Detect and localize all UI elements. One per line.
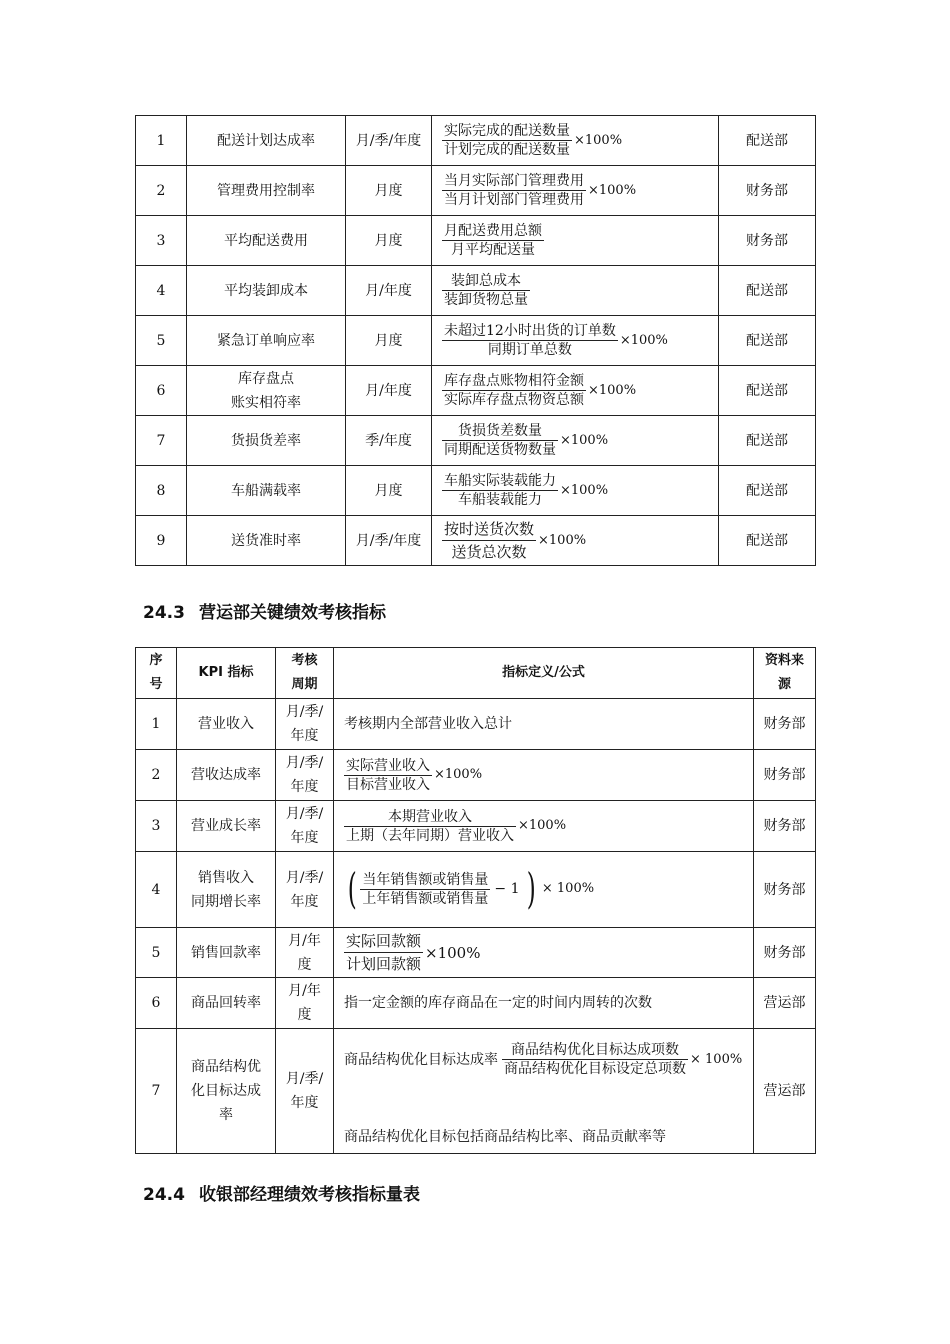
period: 月度	[346, 466, 432, 516]
numerator: 未超过12小时出货的订单数	[444, 323, 616, 339]
data-source: 财务部	[754, 699, 816, 750]
denominator: 月平均配送量	[451, 242, 535, 258]
data-source: 营运部	[754, 978, 816, 1029]
period	[276, 699, 334, 750]
table-row	[136, 266, 816, 316]
section-heading	[143, 598, 386, 623]
header-text: 周期	[291, 677, 318, 692]
row-number: 7	[136, 1029, 177, 1154]
kpi-name	[187, 366, 346, 416]
period: 季/年度	[346, 416, 432, 466]
numerator: 月配送费用总额	[444, 223, 542, 239]
table-row	[136, 166, 816, 216]
period	[276, 852, 334, 928]
data-source: 财务部	[719, 216, 816, 266]
row-number: 4	[136, 852, 177, 928]
row-number: 6	[136, 366, 187, 416]
formula-label: 商品结构优化目标达成率	[344, 1051, 498, 1068]
period-line: 年度	[290, 1095, 319, 1111]
kpi-name	[177, 852, 276, 928]
section-title: 营运部关键绩效考核指标	[198, 603, 386, 623]
formula-cell	[432, 166, 719, 216]
data-source: 财务部	[754, 852, 816, 928]
row-number: 7	[136, 416, 187, 466]
data-source: 财务部	[719, 166, 816, 216]
formula-cell	[334, 852, 754, 928]
table-row	[136, 801, 816, 852]
table-row	[136, 466, 816, 516]
period: 月/季/年度	[346, 516, 432, 566]
multiplier: ×100%	[425, 943, 481, 962]
data-source: 财务部	[754, 928, 816, 978]
table-row	[136, 928, 816, 978]
formula-cell	[334, 928, 754, 978]
definition-text: 考核期内全部营业收入总计	[334, 699, 754, 750]
denominator: 当月计划部门管理费用	[444, 192, 584, 208]
row-number: 3	[136, 801, 177, 852]
fraction	[442, 172, 586, 209]
operations-kpi-table	[135, 647, 816, 1154]
numerator: 本期营业收入	[344, 808, 516, 827]
header-text: 序	[149, 653, 163, 668]
period-line: 度	[297, 1007, 312, 1023]
multiplier: ×100%	[518, 818, 567, 833]
data-source: 配送部	[719, 266, 816, 316]
kpi-name-line: 销售收入	[198, 869, 254, 886]
formula-cell	[432, 266, 719, 316]
kpi-name-line: 率	[219, 1107, 233, 1123]
period	[276, 1029, 334, 1154]
denominator: 计划回款额	[346, 955, 422, 973]
formula-cell	[432, 466, 719, 516]
row-number: 2	[136, 750, 177, 801]
kpi-name: 平均装卸成本	[187, 266, 346, 316]
fraction	[442, 272, 530, 309]
multiplier: ×100%	[588, 382, 637, 398]
period-line: 月/年	[288, 983, 321, 999]
kpi-name-line: 化目标达成	[191, 1083, 261, 1099]
numerator: 按时送货次数	[442, 518, 536, 541]
formula-cell	[334, 1029, 754, 1154]
data-source: 营运部	[754, 1029, 816, 1154]
denominator: 计划完成的配送数量	[444, 142, 570, 158]
period: 月度	[346, 316, 432, 366]
denominator: 装卸货物总量	[444, 292, 528, 308]
kpi-name: 商品回转率	[177, 978, 276, 1029]
kpi-name: 营收达成率	[177, 750, 276, 801]
kpi-name: 紧急订单响应率	[187, 316, 346, 366]
period	[276, 978, 334, 1029]
header-no	[136, 648, 177, 699]
period-line: 月/年	[288, 932, 321, 949]
table-row	[136, 366, 816, 416]
denominator: 上期（去年同期）营业收入	[346, 827, 514, 844]
formula-note: 商品结构优化目标包括商品结构比率、商品贡献率等	[344, 1129, 666, 1145]
data-source: 配送部	[719, 416, 816, 466]
kpi-name-line: 账实相符率	[231, 394, 301, 411]
numerator: 当年销售额或销售量	[362, 871, 489, 888]
table-row	[136, 516, 816, 566]
header-kpi: KPI 指标	[177, 648, 276, 699]
table-row	[136, 116, 816, 166]
numerator: 车船实际装载能力	[444, 473, 556, 489]
multiplier: ×100%	[574, 132, 623, 148]
period-line: 年度	[290, 830, 319, 846]
kpi-name: 货损货差率	[187, 416, 346, 466]
row-number: 1	[136, 116, 187, 166]
multiplier: × 100%	[690, 1051, 743, 1067]
header-definition: 指标定义/公式	[334, 648, 754, 699]
table-row	[136, 750, 816, 801]
row-number: 5	[136, 316, 187, 366]
row-number: 8	[136, 466, 187, 516]
header-source	[754, 648, 816, 699]
header-text: 源	[777, 677, 791, 692]
header-text: 考核	[291, 653, 318, 668]
formula-cell	[334, 750, 754, 801]
numerator: 商品结构优化目标达成项数	[502, 1041, 688, 1060]
table-row	[136, 416, 816, 466]
fraction	[344, 757, 432, 794]
period-line: 月/季/	[285, 704, 324, 720]
formula-cell	[432, 416, 719, 466]
formula-cell	[432, 516, 719, 566]
kpi-name: 营业成长率	[177, 801, 276, 852]
data-source: 配送部	[719, 516, 816, 566]
fraction	[502, 1041, 688, 1078]
header-row	[136, 648, 816, 699]
period-line: 月/季/	[285, 755, 324, 771]
kpi-name: 管理费用控制率	[187, 166, 346, 216]
period	[276, 928, 334, 978]
fraction	[344, 930, 423, 975]
fraction	[442, 472, 558, 509]
multiplier: ×100%	[560, 482, 609, 498]
period-line: 年度	[290, 893, 319, 910]
numerator: 实际回款额	[344, 930, 423, 953]
formula-cell	[432, 366, 719, 416]
kpi-name: 营业收入	[177, 699, 276, 750]
period: 月/年度	[346, 366, 432, 416]
table-row	[136, 699, 816, 750]
multiplier: ×100%	[560, 432, 609, 448]
definition-text: 指一定金额的库存商品在一定的时间内周转的次数	[334, 978, 754, 1029]
minus-one: − 1	[494, 881, 520, 897]
period-line: 月/季/	[285, 806, 324, 822]
fraction	[442, 122, 572, 159]
data-source: 配送部	[719, 116, 816, 166]
data-source: 配送部	[719, 316, 816, 366]
fraction	[442, 422, 558, 459]
multiplier: ×100%	[619, 332, 668, 348]
denominator: 同期订单总数	[487, 342, 572, 358]
row-number: 2	[136, 166, 187, 216]
multiplier: ×100%	[538, 532, 587, 548]
period-line: 月/季/	[285, 1071, 324, 1087]
fraction	[442, 518, 536, 563]
fraction	[442, 322, 618, 359]
denominator: 送货总次数	[451, 543, 527, 561]
table-row	[136, 852, 816, 928]
kpi-name: 销售回款率	[177, 928, 276, 978]
kpi-name-line: 同期增长率	[191, 893, 261, 910]
kpi-name	[177, 1029, 276, 1154]
section-heading	[143, 1180, 420, 1205]
numerator: 实际营业收入	[346, 757, 430, 774]
fraction	[344, 808, 516, 845]
table-row	[136, 978, 816, 1029]
row-number: 5	[136, 928, 177, 978]
numerator: 货损货差数量	[442, 422, 558, 441]
period	[276, 750, 334, 801]
row-number: 6	[136, 978, 177, 1029]
numerator: 当月实际部门管理费用	[444, 173, 584, 189]
header-period	[276, 648, 334, 699]
multiplier: ×100%	[434, 767, 483, 782]
period-line: 年度	[290, 779, 319, 795]
period: 月/季/年度	[346, 116, 432, 166]
data-source: 配送部	[719, 466, 816, 516]
multiplier: × 100%	[541, 881, 595, 896]
delivery-kpi-table	[135, 115, 816, 566]
kpi-name: 配送计划达成率	[187, 116, 346, 166]
section-title: 收银部经理绩效考核指标量表	[198, 1185, 420, 1205]
fraction	[442, 372, 586, 409]
period-line: 年度	[290, 728, 319, 744]
table-row	[136, 1029, 816, 1154]
section-number: 24.4	[143, 1185, 185, 1205]
section-number: 24.3	[143, 603, 185, 623]
kpi-name: 平均配送费用	[187, 216, 346, 266]
row-number: 9	[136, 516, 187, 566]
header-text: 资料来	[764, 653, 804, 668]
row-number: 3	[136, 216, 187, 266]
denominator: 实际库存盘点物资总额	[444, 392, 584, 408]
denominator: 上年销售额或销售量	[362, 890, 489, 907]
kpi-name-line: 库存盘点	[238, 370, 294, 387]
denominator: 车船装载能力	[458, 492, 542, 508]
numerator: 库存盘点账物相符金额	[444, 373, 584, 389]
formula-cell	[432, 116, 719, 166]
structure-formula	[344, 1041, 742, 1078]
left-paren-icon: (	[347, 864, 357, 913]
period-line: 度	[297, 956, 312, 973]
numerator: 实际完成的配送数量	[444, 123, 570, 139]
period: 月/年度	[346, 266, 432, 316]
header-text: 号	[149, 677, 163, 692]
table-row	[136, 316, 816, 366]
fraction	[442, 222, 544, 259]
kpi-name: 送货准时率	[187, 516, 346, 566]
period-line: 月/季/	[285, 869, 324, 886]
period	[276, 801, 334, 852]
kpi-name-line: 商品结构优	[191, 1059, 261, 1075]
right-paren-icon: )	[527, 864, 537, 913]
denominator: 商品结构优化目标设定总项数	[504, 1061, 686, 1077]
period: 月度	[346, 216, 432, 266]
row-number: 4	[136, 266, 187, 316]
formula-cell	[432, 316, 719, 366]
table-row	[136, 216, 816, 266]
data-source: 财务部	[754, 750, 816, 801]
numerator: 装卸总成本	[442, 272, 530, 291]
period: 月度	[346, 166, 432, 216]
multiplier: ×100%	[588, 182, 637, 198]
fraction	[360, 871, 490, 908]
growth-formula	[344, 864, 595, 913]
formula-cell	[334, 801, 754, 852]
data-source: 配送部	[719, 366, 816, 416]
denominator: 同期配送货物数量	[444, 442, 556, 458]
denominator: 目标营业收入	[346, 776, 430, 793]
data-source: 财务部	[754, 801, 816, 852]
row-number: 1	[136, 699, 177, 750]
formula-cell	[432, 216, 719, 266]
kpi-name: 车船满载率	[187, 466, 346, 516]
